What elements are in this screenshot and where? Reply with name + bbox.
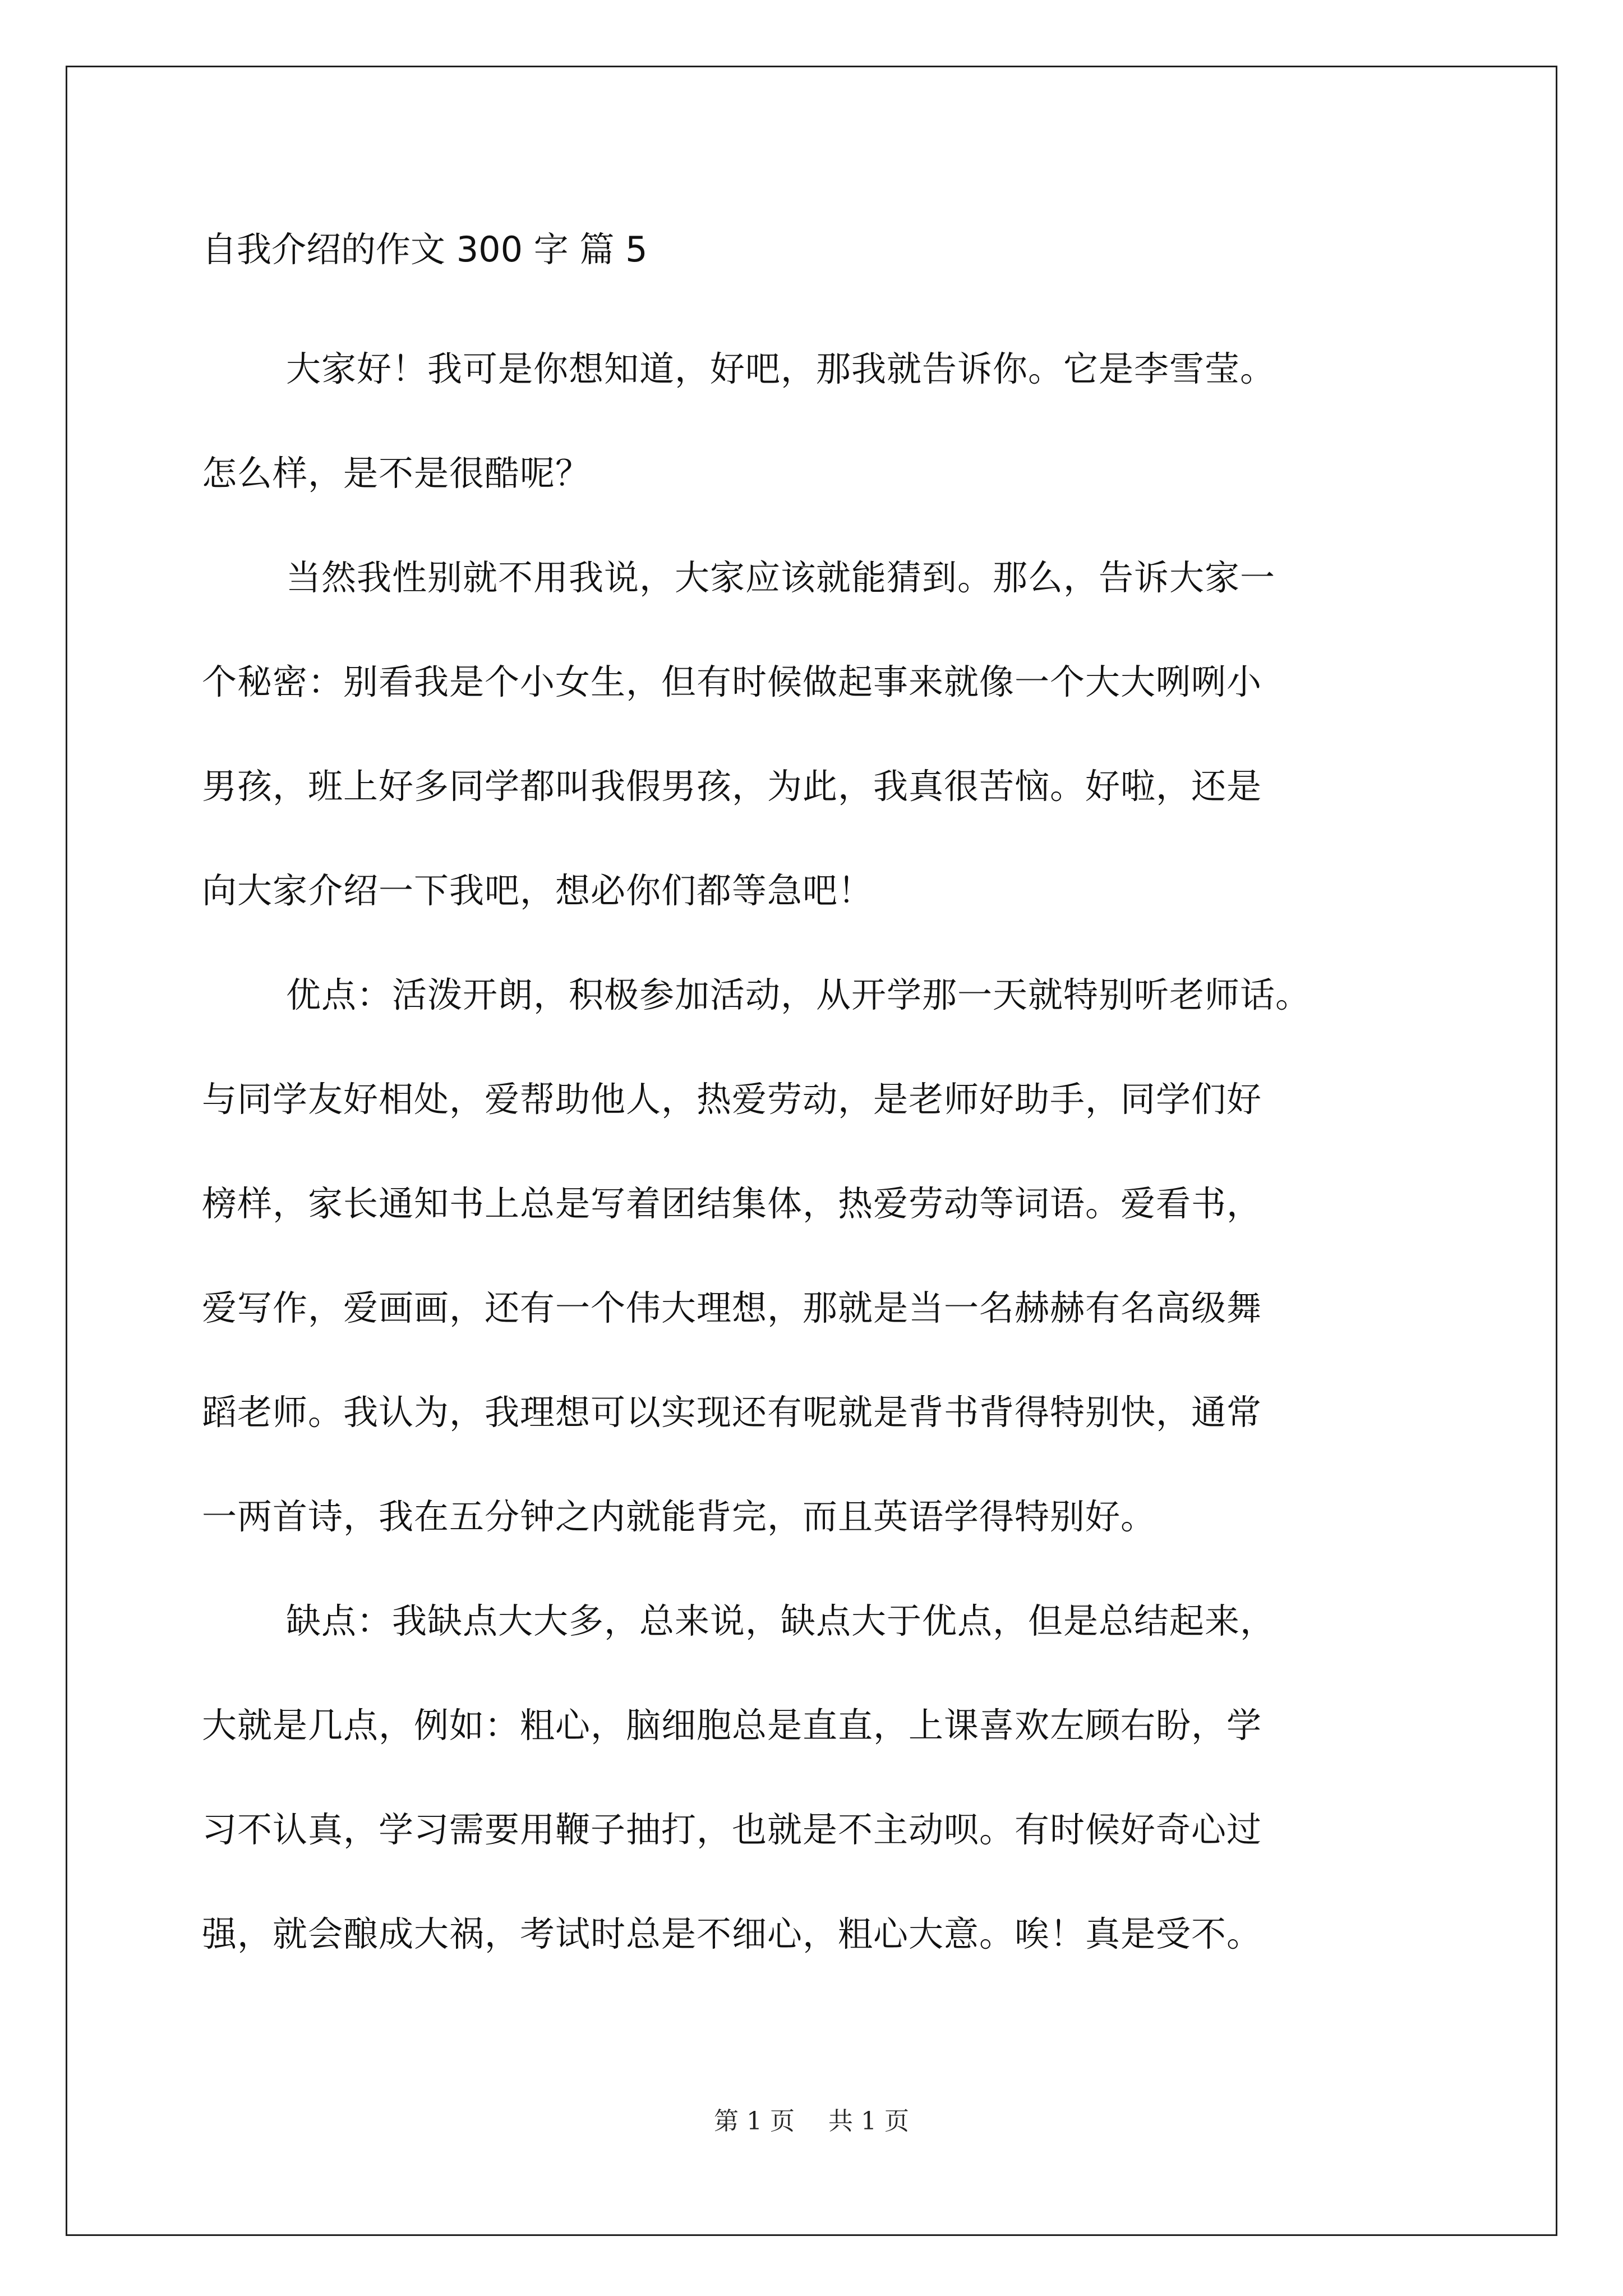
document-body: [202, 216, 1441, 1986]
paragraph-line: 怎么样，是不是很酷呢？: [202, 453, 591, 494]
paragraph-line: 缺点：我缺点大大多，总来说，缺点大于优点，但是总结起来，: [286, 1600, 1276, 1641]
paragraph-line: 一两首诗，我在五分钟之内就能背完，而且英语学得特别好。: [202, 1496, 1156, 1537]
page-number: 第 1 页: [714, 2107, 795, 2136]
paragraph-line: 榜样，家长通知书上总是写着团结集体，热爱劳动等词语。爱看书，: [202, 1183, 1262, 1224]
paragraph-line: 向大家介绍一下我吧，想必你们都等急吧！: [202, 870, 874, 911]
paragraph-line: 大就是几点，例如：粗心，脑细胞总是直直，上课喜欢左顾右盼，学: [202, 1705, 1262, 1746]
paragraph-line: 大家好！我可是你想知道，好吧，那我就告诉你。它是李雪莹。: [286, 348, 1276, 389]
paragraph-line: 习不认真，学习需要用鞭子抽打，也就是不主动呗。有时候好奇心过: [202, 1809, 1262, 1850]
paragraph-line: 强，就会酿成大祸，考试时总是不细心，粗心大意。唉！真是受不。: [202, 1913, 1262, 1954]
paragraph-line: 男孩，班上好多同学都叫我假男孩，为此，我真很苦恼。好啦，还是: [202, 766, 1262, 807]
paragraph-line: 与同学友好相处，爱帮助他人，热爱劳动，是老师好助手，同学们好: [202, 1079, 1262, 1120]
paragraph-3: [202, 943, 1441, 1569]
document-title: 自我介绍的作文 300 字 篇 5: [202, 229, 648, 270]
paragraph-line: 当然我性别就不用我说，大家应该就能猜到。那么，告诉大家一: [286, 557, 1276, 598]
paragraph-line: 个秘密：别看我是个小女生，但有时候做起事来就像一个大大咧咧小: [202, 661, 1262, 702]
paragraph-line: 蹈老师。我认为，我理想可以实现还有呢就是背书背得特别快，通常: [202, 1392, 1262, 1433]
page-total: 共 1 页: [828, 2107, 909, 2136]
paragraph-line: 优点：活泼开朗，积极参加活动，从开学那一天就特别听老师话。: [286, 974, 1311, 1015]
paragraph-4: [202, 1569, 1441, 1986]
paragraph-1: [202, 317, 1441, 526]
paragraph-2: [202, 526, 1441, 943]
page-footer: [0, 2101, 1623, 2137]
paragraph-line: 爱写作，爱画画，还有一个伟大理想，那就是当一名赫赫有名高级舞: [202, 1287, 1262, 1328]
